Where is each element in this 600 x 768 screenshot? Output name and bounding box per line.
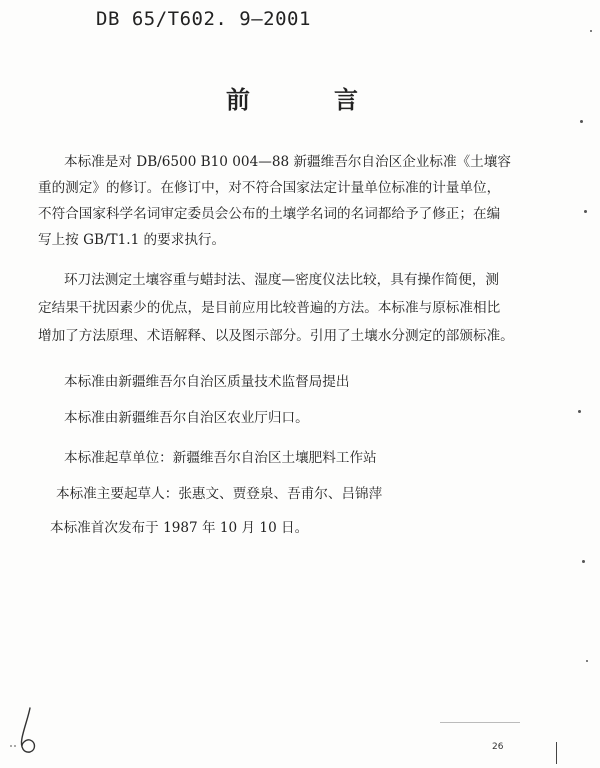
scan-speck [582, 560, 585, 563]
handwritten-mark-icon [6, 706, 50, 756]
title-char-2: 言 [334, 85, 358, 114]
page-title [0, 80, 600, 120]
paragraph-line: 重的测定》的修订。在修订中，对不符合国家法定计量单位标准的计量单位， [38, 180, 501, 196]
paragraph-administrator: 本标准由新疆维吾尔自治区农业厅归口。 [64, 410, 309, 426]
title-char-1: 前 [226, 85, 250, 114]
paragraph-line: 写上按 GB/T1.1 的要求执行。 [38, 232, 226, 248]
scan-speck [584, 210, 587, 213]
paragraph-first-release: 本标准首次发布于 1987 年 10 月 10 日。 [50, 520, 309, 536]
paragraph-line: 本标准是对 DB/6500 B10 004—88 新疆维吾尔自治区企业标准《土壤容 [64, 154, 511, 170]
paragraph-line: 不符合国家科学名词审定委员会公布的土壤学名词的名词都给予了修正；在编 [38, 206, 501, 222]
paragraph-drafters: 本标准主要起草人：张惠文、贾登泉、吾甫尔、吕锦萍 [56, 486, 383, 502]
paragraph-drafting-unit: 本标准起草单位：新疆维吾尔自治区土壤肥料工作站 [64, 450, 377, 466]
document-code: DB 65/T602. 9—2001 [96, 8, 311, 30]
scan-edge-line [440, 722, 520, 723]
scan-speck [590, 30, 592, 32]
scan-speck [586, 660, 588, 662]
paragraph-proposer: 本标准由新疆维吾尔自治区质量技术监督局提出 [64, 374, 350, 390]
page-number: 26 [492, 742, 504, 752]
scan-speck [578, 410, 581, 413]
paragraph-line: 增加了方法原理、术语解释、以及图示部分。引用了土壤水分测定的部颁标准。 [38, 328, 514, 344]
scan-edge-line [556, 742, 557, 764]
scan-speck [580, 120, 583, 123]
paragraph-line: 定结果干扰因素少的优点，是目前应用比较普遍的方法。本标准与原标准相比 [38, 300, 501, 316]
paragraph-line: 环刀法测定土壤容重与蜡封法、湿度—密度仪法比较，具有操作简便，测 [64, 272, 499, 288]
